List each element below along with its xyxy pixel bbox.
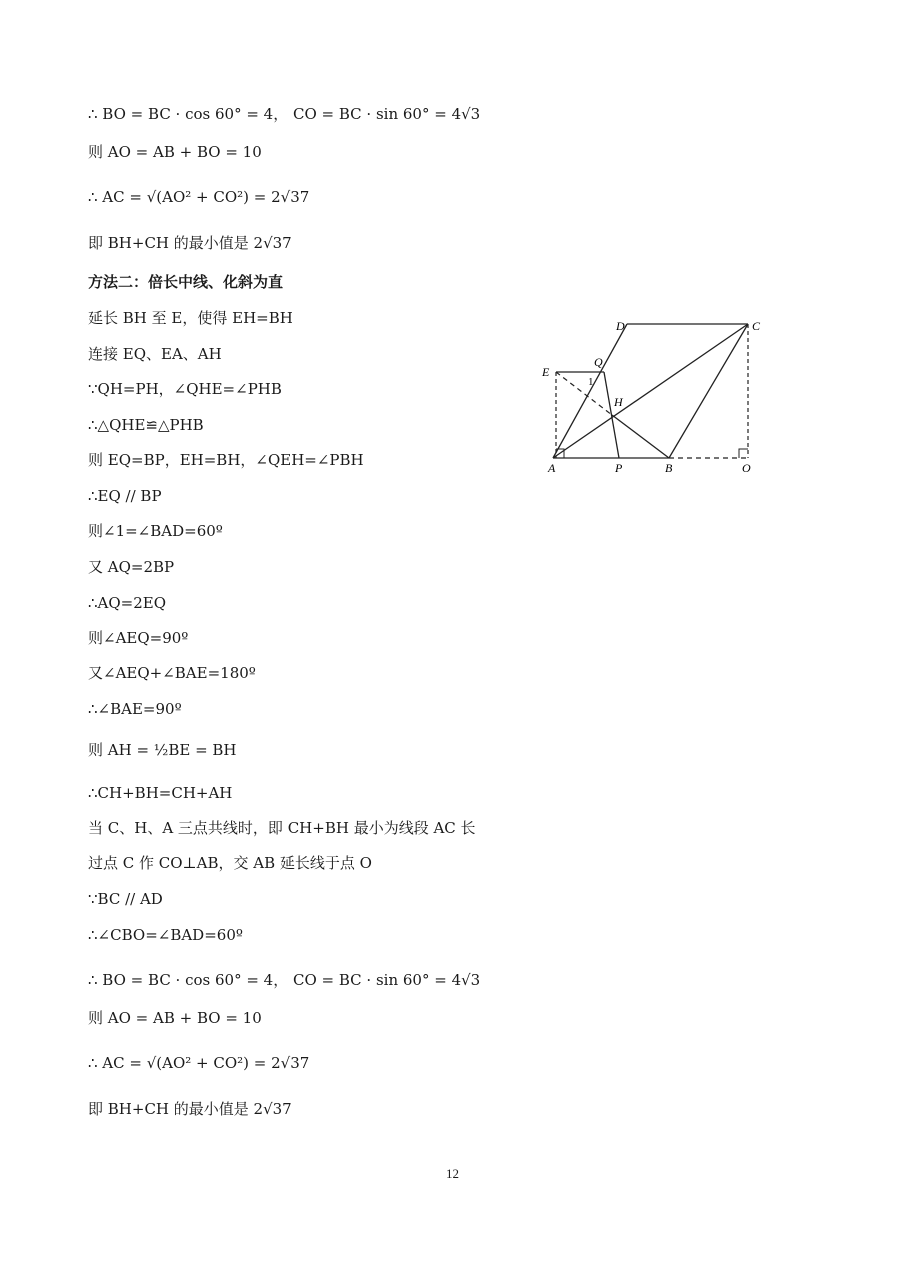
text-line-19: ∴CH+BH=CH+AH — [88, 784, 233, 802]
method-two-heading: 方法二：倍长中线、化斜为直 — [88, 273, 284, 291]
text-line-3: ∴ AC = √(AO² + CO²) = 2√37 — [88, 188, 310, 206]
segment-cb — [669, 324, 748, 458]
text-line-6: 延长 BH 至 E，使得 EH=BH — [88, 309, 293, 327]
text-line-21: 过点 C 作 CO⊥AB，交 AB 延长线于点 O — [88, 854, 372, 872]
text-line-15: 则∠AEQ=90º — [88, 629, 189, 647]
segment-hb — [612, 415, 669, 458]
right-angle-marker-o — [739, 449, 748, 458]
text-line-26: ∴ AC = √(AO² + CO²) = 2√37 — [88, 1054, 310, 1072]
label-d: D — [616, 319, 625, 333]
text-line-9: ∴△QHE≌△PHB — [88, 416, 204, 434]
page-number: 12 — [446, 1166, 459, 1181]
text-line-2: 则 AO = AB + BO = 10 — [88, 143, 262, 161]
label-p: P — [615, 461, 623, 475]
label-e: E — [542, 365, 550, 379]
label-b: B — [665, 461, 673, 475]
label-c: C — [752, 319, 761, 333]
label-angle-1: 1 — [588, 376, 594, 388]
label-o: O — [742, 461, 751, 475]
text-line-18: 则 AH = ½BE = BH — [88, 741, 237, 759]
text-line-8: ∵QH=PH，∠QHE=∠PHB — [88, 380, 282, 398]
text-line-11: ∴EQ // BP — [88, 487, 162, 505]
text-line-16: 又∠AEQ+∠BAE=180º — [88, 664, 256, 682]
geometry-figure — [520, 312, 790, 482]
text-line-25: 则 AO = AB + BO = 10 — [88, 1009, 262, 1027]
text-line-22: ∵BC // AD — [88, 890, 163, 908]
text-line-7: 连接 EQ、EA、AH — [88, 345, 222, 363]
text-line-4: 即 BH+CH 的最小值是 2√37 — [88, 234, 292, 252]
text-line-24: ∴ BO = BC · cos 60° = 4， CO = BC · sin 60° = 4√3 — [88, 971, 481, 989]
text-line-1: ∴ BO = BC · cos 60° = 4， CO = BC · sin 60° = 4√3 — [88, 105, 481, 123]
text-line-27: 即 BH+CH 的最小值是 2√37 — [88, 1100, 292, 1118]
text-line-13: 又 AQ=2BP — [88, 558, 175, 576]
text-line-20: 当 C、H、A 三点共线时，即 CH+BH 最小为线段 AC 长 — [88, 819, 476, 837]
text-line-23: ∴∠CBO=∠BAD=60º — [88, 926, 243, 944]
text-line-14: ∴AQ=2EQ — [88, 594, 167, 612]
segment-ac — [553, 324, 748, 458]
label-h: H — [614, 395, 623, 409]
text-line-10: 则 EQ=BP，EH=BH，∠QEH=∠PBH — [88, 451, 364, 469]
label-q: Q — [594, 355, 603, 369]
segment-qp — [604, 372, 619, 458]
segment-eh — [556, 372, 612, 415]
text-line-12: 则∠1=∠BAD=60º — [88, 522, 223, 540]
text-line-17: ∴∠BAE=90º — [88, 700, 182, 718]
label-a: A — [548, 461, 556, 475]
